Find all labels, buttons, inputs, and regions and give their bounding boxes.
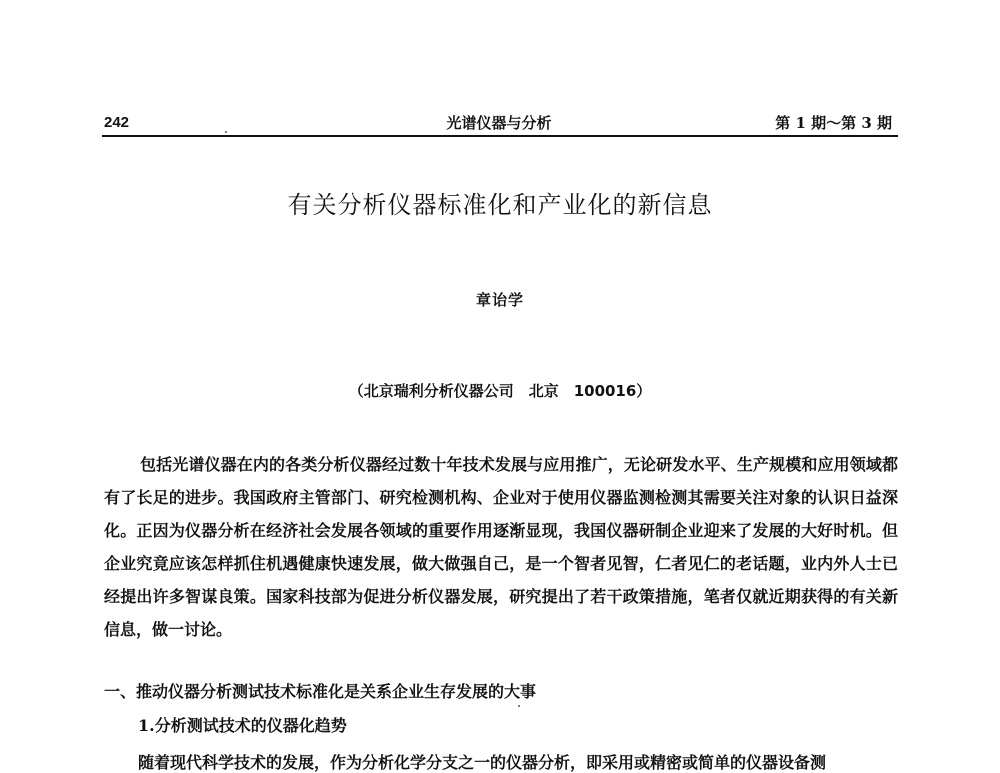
section-heading: 一、推动仪器分析测试技术标准化是关系企业生存发展的大事 — [104, 682, 537, 701]
author-affiliation: （北京瑞利分析仪器公司 北京 100016） — [348, 382, 652, 400]
scan-speck — [518, 705, 520, 707]
subsection-heading: 1.分析测试技术的仪器化趋势 — [138, 716, 347, 735]
page-number: 242 — [104, 114, 130, 131]
scan-speck — [225, 131, 227, 133]
journal-name: 光谱仪器与分析 — [446, 114, 552, 132]
article-title: 有关分析仪器标准化和产业化的新信息 — [287, 191, 713, 219]
issue-label: 第 1 期～第 3 期 — [775, 114, 892, 132]
partial-body-line: 随着现代科学技术的发展，作为分析化学分支之一的仪器分析，即采用或精密或简单的仪器设备测 — [138, 753, 827, 772]
running-header — [102, 112, 896, 136]
article-author: 章诒学 — [475, 291, 524, 309]
header-rule — [102, 135, 898, 137]
intro-paragraph: 包括光谱仪器在内的各类分析仪器经过数十年技术发展与应用推广，无论研发水平、生产规模和应用领域都有了长足的进步。我国政府主管部门、研究检测机构、企业对于使用仪器监测检测其需要关注对象的认识日益深化。正因为仪器分析在经济社会发展各领域的重要作用逐渐显现，我国仪器研制企业迎来了发展的大好时机。但企业究竟应该怎样抓住机遇健康快速发展，做大做强自己，是一个智者见智，仁者见仁的老话题，业内外人士已经提出许多智谋良策。国家科技部为促进分析仪器发展，研究提出了若干政策措施，笔者仅就近期获得的有关新信息，做一讨论。 — [104, 455, 898, 639]
